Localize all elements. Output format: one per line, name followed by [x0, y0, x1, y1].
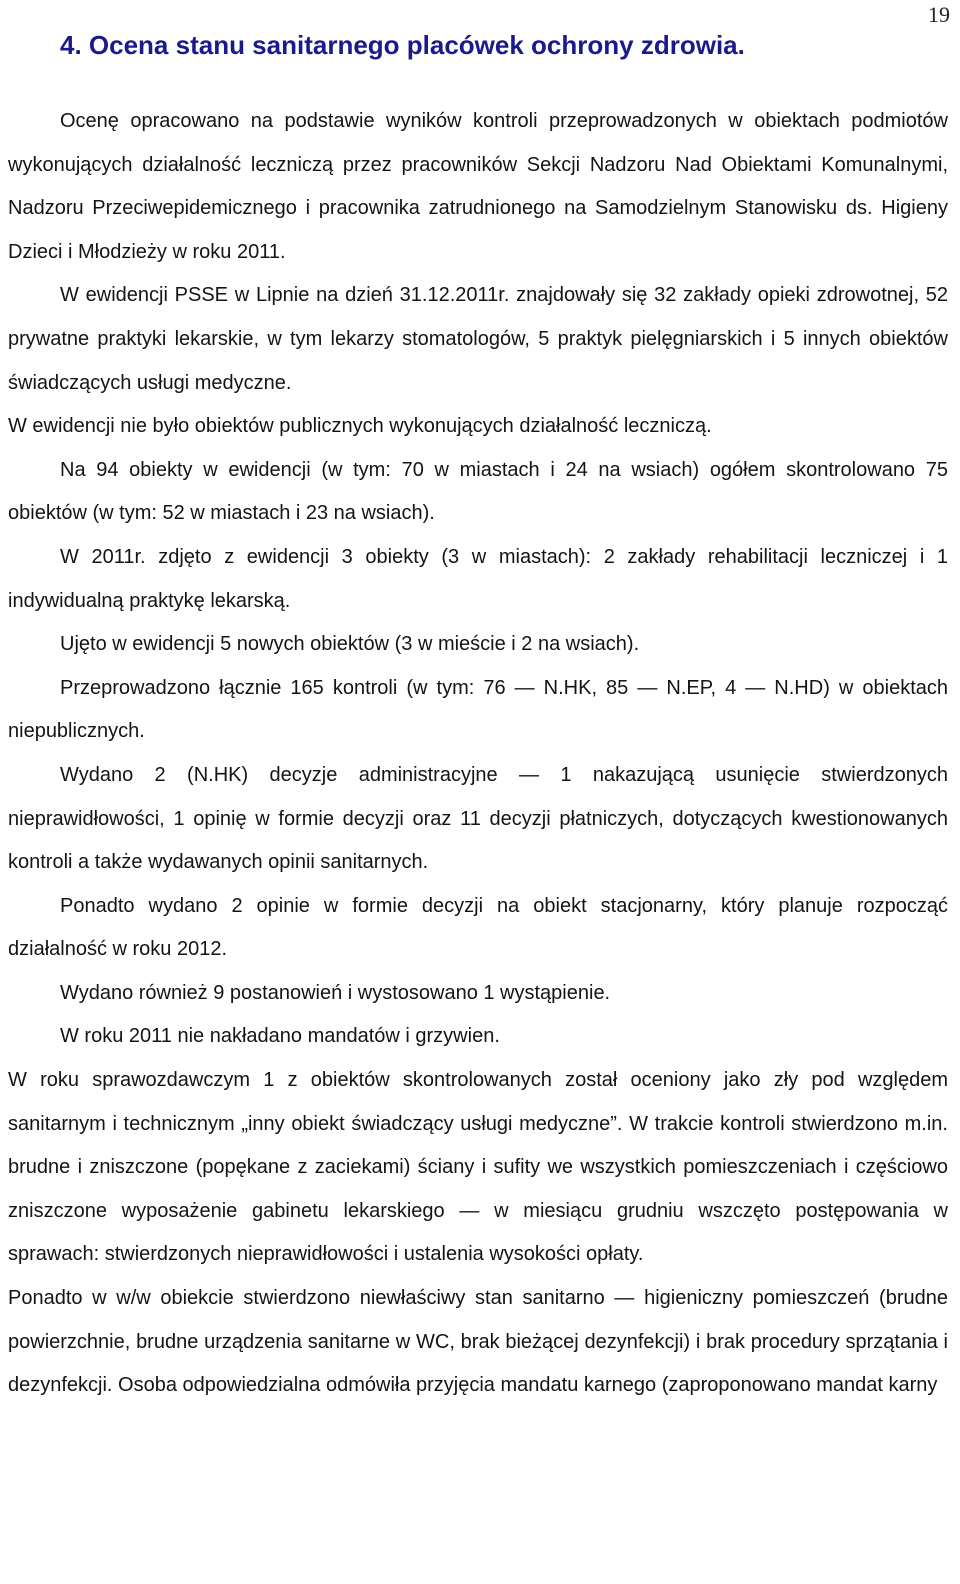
paragraph-no-public: W ewidencji nie było obiektów publicznych wykonujących działalność leczniczą. [8, 415, 712, 438]
paragraph-intro: Ocenę opracowano na podstawie wyników kontroli przeprowadzonych w obiektach podmiotów wykonujących działalność leczniczą przez pracowników Sekcji Nadzoru Nad Obiektami Komunalnymi, Nadzoru Przeciwepidemicznego i pracownika zatrudnionego na Samodzielnym Stanowisku ds. Higieny Dzieci i Młodzieży w roku 2011. [8, 110, 948, 263]
paragraph-orders: Wydano również 9 postanowień i wystosowano 1 wystąpienie. [60, 981, 611, 1004]
paragraph-inspections-total: Przeprowadzono łącznie 165 kontroli (w tym: 76 — N.HK, 85 — N.EP, 4 — N.HD) w obiektach niepublicznych. [8, 676, 948, 743]
paragraph-decisions: Wydano 2 (N.HK) decyzje administracyjne — 1 nakazującą usunięcie stwierdzonych nieprawidłowości, 1 opinię w formie decyzji oraz 11 decyzji płatniczych, dotyczących kwestionowanych kontroli a także wydawanych opinii sanitarnych. [8, 763, 948, 874]
paragraph-removed: W 2011r. zdjęto z ewidencji 3 obiekty (3 w miastach): 2 zakłady rehabilitacji leczniczej i 1 indywidualną praktykę lekarską. [8, 545, 948, 612]
paragraph-registry: W ewidencji PSSE w Lipnie na dzień 31.12.2011r. znajdowały się 32 zakłady opieki zdrowotnej, 52 prywatne praktyki lekarskie, w tym lekarzy stomatologów, 5 praktyk pielęgniarskich i 5 innych obiektów świadczących usługi medyczne. [8, 284, 948, 394]
paragraph-opinions: Ponadto wydano 2 opinie w formie decyzji na obiekt stacjonarny, który planuje rozpocząć działalność w roku 2012. [8, 894, 948, 961]
document-body [8, 100, 948, 1408]
paragraph-fines: W roku 2011 nie nakładano mandatów i grzywien. [60, 1025, 500, 1048]
paragraph-inspected: Na 94 obiekty w ewidencji (w tym: 70 w miastach i 24 na wsiach) ogółem skontrolowano 75 obiektów (w tym: 52 w miastach i 23 na wsiach). [8, 458, 948, 525]
section-heading: 4. Ocena stanu sanitarnego placówek ochrony zdrowia. [60, 30, 745, 60]
paragraph-bad-facility: W roku sprawozdawczym 1 z obiektów skontrolowanych został oceniony jako zły pod względem sanitarnym i technicznym „inny obiekt świadczący usługi medyczne”. W trakcie kontroli stwierdzono m.in. brudne i zniszczone (popękane z zaciekami) ściany i sufity we wszystkich pomieszczeniach i częściowo zniszczone wyposażenie gabinetu lekarskiego — w miesiącu grudniu wszczęto postępowania w sprawach: stwierdzonych nieprawidłowości i ustalenia wysokości opłaty. [8, 1069, 948, 1266]
paragraph-added: Ujęto w ewidencji 5 nowych obiektów (3 w mieście i 2 na wsiach). [60, 633, 640, 656]
page-number: 19 [928, 2, 950, 27]
paragraph-sanitary-state: Ponadto w w/w obiekcie stwierdzono niewłaściwy stan sanitarno — higieniczny pomieszczeń (brudne powierzchnie, brudne urządzenia sanitarne w WC, brak bieżącej dezynfekcji) i brak procedury sprzątania i dezynfekcji. Osoba odpowiedzialna odmówiła przyjęcia mandatu karnego (zaproponowano mandat karny [8, 1287, 948, 1397]
